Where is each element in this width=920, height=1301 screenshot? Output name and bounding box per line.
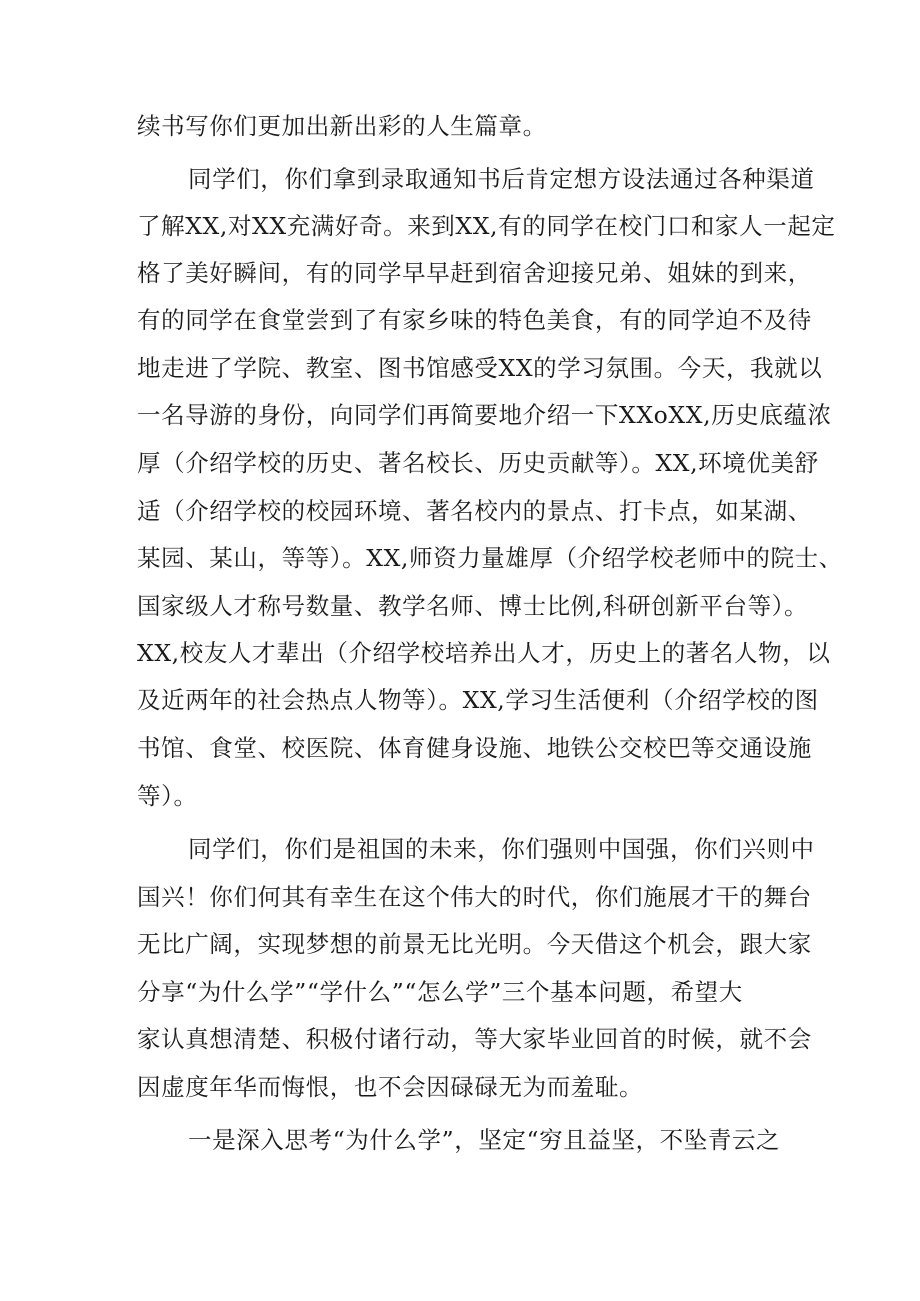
text-line: 无比广阔，实现梦想的前景无比光明。今天借这个机会，跟大家	[137, 930, 812, 958]
text-line: 续书写你们更加出新出彩的人生篇章。	[137, 112, 547, 140]
text-line: 分享“为什么学”“学什么”“怎么学”三个基本问题，希望大	[137, 978, 743, 1006]
text-line: 及近两年的社会热点人物等）。XX,学习生活便利（介绍学校的图	[137, 686, 819, 714]
text-line: XX,校友人才辈出（介绍学校培养出人才，历史上的著名人物，以	[137, 639, 831, 667]
text-line: 有的同学在食堂尝到了有家乡味的特色美食，有的同学迫不及待	[137, 306, 812, 334]
text-line: 等）。	[137, 782, 198, 810]
text-line: 家认真想清楚、积极付诸行动，等大家毕业回首的时候，就不会	[137, 1025, 812, 1053]
paragraph-first-line: 同学们，你们是祖国的未来，你们强则中国强，你们兴则中	[188, 835, 815, 863]
text-line: 因虚度年华而悔恨，也不会因碌碌无为而羞耻。	[137, 1073, 644, 1101]
text-line: 一名导游的身份，向同学们再简要地介绍一下XXoXX,历史底蕴浓	[137, 401, 832, 429]
paragraph-first-line: 一是深入思考“为什么学”，坚定“穷且益坚，不坠青云之	[188, 1126, 781, 1154]
text-line: 国兴！你们何其有幸生在这个伟大的时代，你们施展才干的舞台	[137, 883, 812, 911]
text-line: 地走进了学院、教室、图书馆感受XX的学习氛围。今天，我就以	[137, 354, 823, 382]
text-line: 书馆、食堂、校医院、体育健身设施、地铁公交校巴等交通设施	[137, 734, 812, 762]
text-line: 适（介绍学校的校园环境、著名校内的景点、打卡点，如某湖、	[137, 497, 812, 525]
text-line: 厚（介绍学校的历史、著名校长、历史贡献等）。XX,环境优美舒	[137, 449, 819, 477]
text-line: 某园、某山，等等）。XX,师资力量雄厚（介绍学校老师中的院士、	[137, 544, 843, 572]
paragraph-first-line: 同学们，你们拿到录取通知书后肯定想方设法通过各种渠道	[188, 165, 815, 193]
text-line: 了解XX,对XX充满好奇。来到XX,有的同学在校门口和家人一起定	[137, 212, 836, 240]
text-line: 格了美好瞬间，有的同学早早赶到宿舍迎接兄弟、姐妹的到来，	[137, 259, 812, 287]
text-line: 国家级人才称号数量、教学名师、博士比例,科研创新平台等）。	[137, 592, 809, 620]
